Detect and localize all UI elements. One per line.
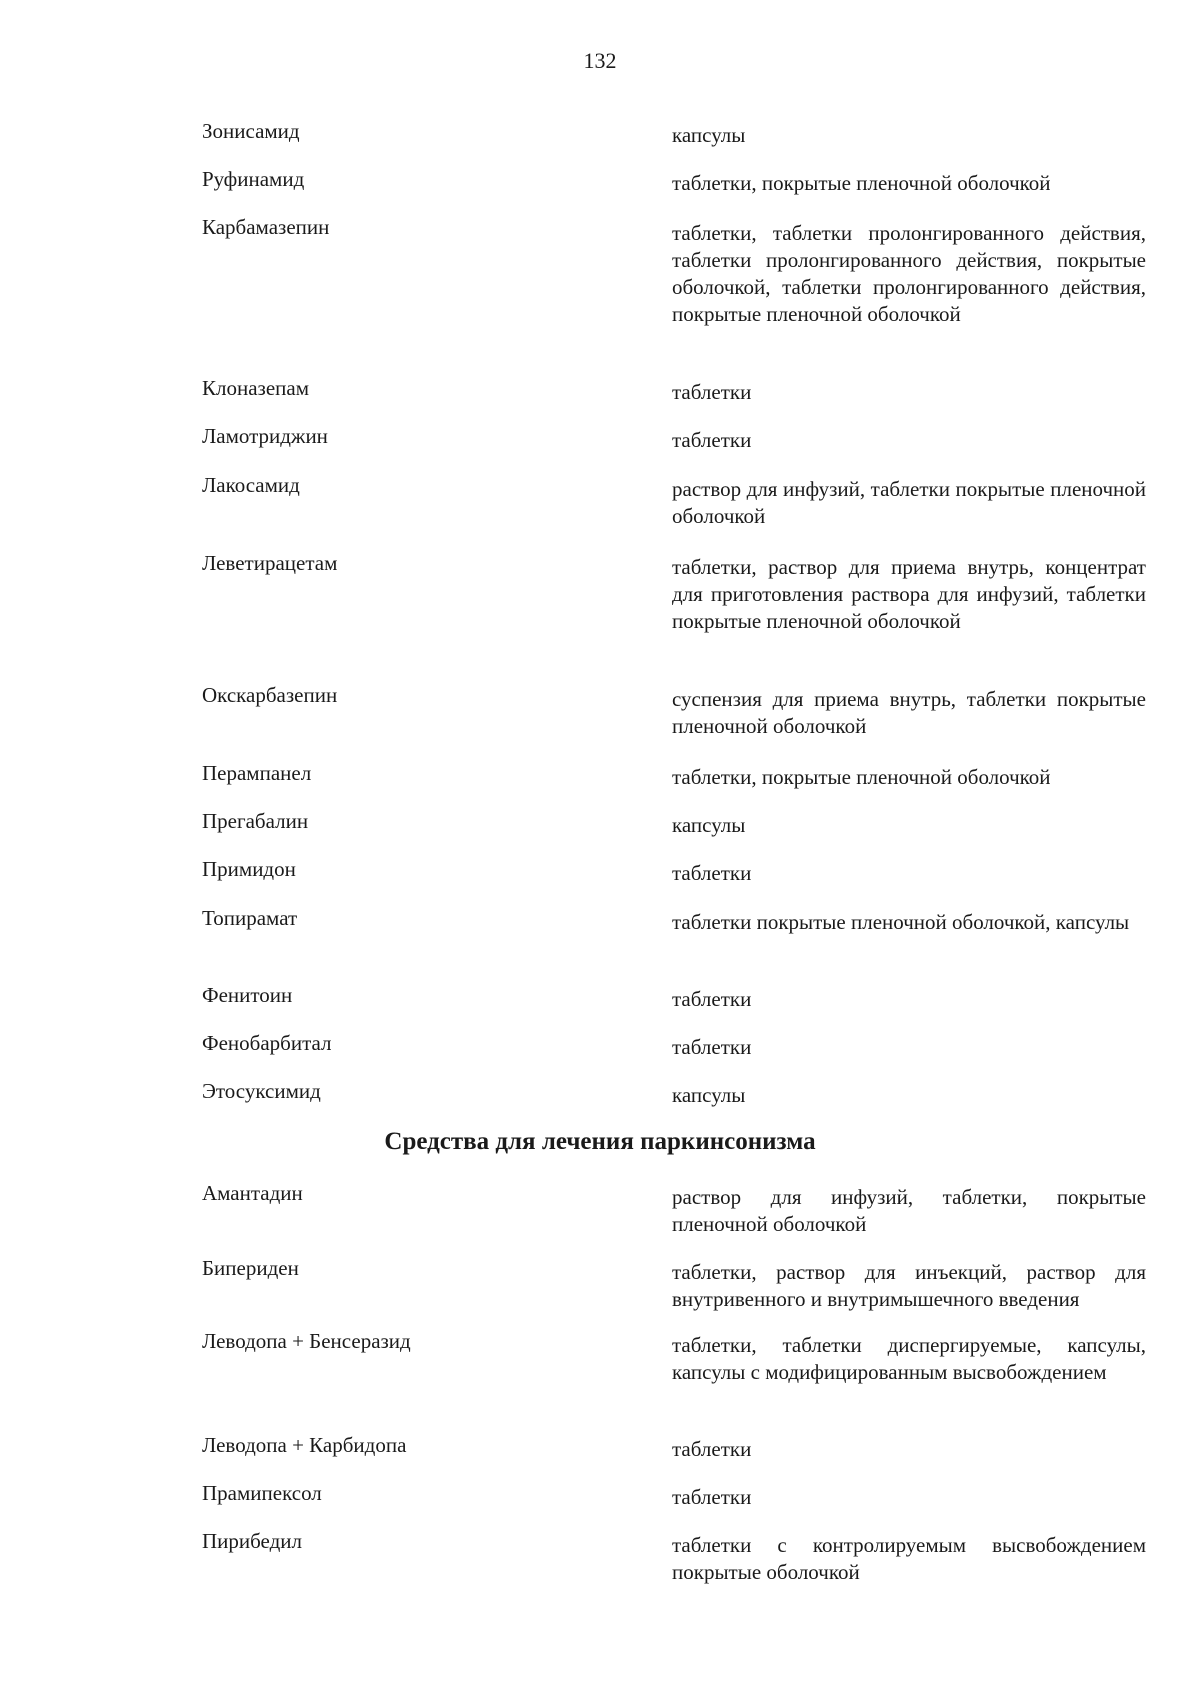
drug-name: Зонисамид [202, 119, 300, 143]
dosage-form: таблетки [672, 861, 752, 885]
drug-name: Окскарбазепин [202, 683, 338, 707]
dosage-form: капсулы [672, 813, 746, 837]
page-number: 132 [583, 48, 617, 73]
drug-name: Руфинамид [202, 167, 305, 191]
dosage-form: таблетки покрытые пленочной оболочкой, капсулы [672, 910, 1130, 934]
dosage-form: таблетки, таблетки диспергируемые, капсулы, капсулы с модифицированным высвобождением [672, 1333, 1146, 1384]
dosage-form: таблетки, раствор для приема внутрь, концентрат для приготовления раствора для инфузий, таблетки покрытые пленочной оболочкой [672, 555, 1146, 633]
section-heading: Средства для лечения паркинсонизма [384, 1128, 816, 1155]
drug-name: Прамипексол [202, 1481, 322, 1505]
drug-name: Ламотриджин [202, 424, 328, 448]
drug-name: Клоназепам [202, 376, 310, 400]
dosage-form: таблетки, таблетки пролонгированного действия, таблетки пролонгированного действия, покрытые оболочкой, таблетки пролонгированного действия, покрытые пленочной оболочкой [672, 221, 1146, 326]
dosage-form: таблетки [672, 1485, 752, 1509]
drug-name: Леводопа + Бенсеразид [202, 1329, 411, 1353]
drug-name: Леводопа + Карбидопа [202, 1433, 407, 1457]
dosage-form: таблетки с контролируемым высвобождением покрытые оболочкой [672, 1533, 1146, 1584]
dosage-form: таблетки [672, 987, 752, 1011]
dosage-form: таблетки, покрытые пленочной оболочкой [672, 765, 1051, 789]
dosage-form: раствор для инфузий, таблетки покрытые пленочной оболочкой [672, 477, 1146, 528]
drug-name: Примидон [202, 857, 296, 881]
drug-name: Бипериден [202, 1256, 299, 1280]
drug-name: Этосуксимид [202, 1079, 321, 1103]
drug-name: Топирамат [202, 906, 298, 930]
dosage-form: раствор для инфузий, таблетки, покрытые пленочной оболочкой [672, 1185, 1146, 1236]
drug-name: Амантадин [202, 1181, 303, 1205]
dosage-form: суспензия для приема внутрь, таблетки покрытые пленочной оболочкой [672, 687, 1146, 738]
drug-name: Леветирацетам [202, 551, 338, 575]
drug-name: Фенитоин [202, 983, 293, 1007]
drug-name: Пирибедил [202, 1529, 302, 1553]
drug-name: Лакосамид [202, 473, 300, 497]
dosage-form: таблетки [672, 428, 752, 452]
dosage-form: таблетки, покрытые пленочной оболочкой [672, 171, 1051, 195]
drug-name: Перампанел [202, 761, 312, 785]
dosage-form: таблетки, раствор для инъекций, раствор для внутривенного и внутримышечного введения [672, 1260, 1146, 1311]
dosage-form: капсулы [672, 123, 746, 147]
drug-name: Карбамазепин [202, 215, 330, 239]
dosage-form: капсулы [672, 1083, 746, 1107]
dosage-form: таблетки [672, 1437, 752, 1461]
drug-name: Прегабалин [202, 809, 309, 833]
drug-name: Фенобарбитал [202, 1031, 332, 1055]
dosage-form: таблетки [672, 380, 752, 404]
dosage-form: таблетки [672, 1035, 752, 1059]
